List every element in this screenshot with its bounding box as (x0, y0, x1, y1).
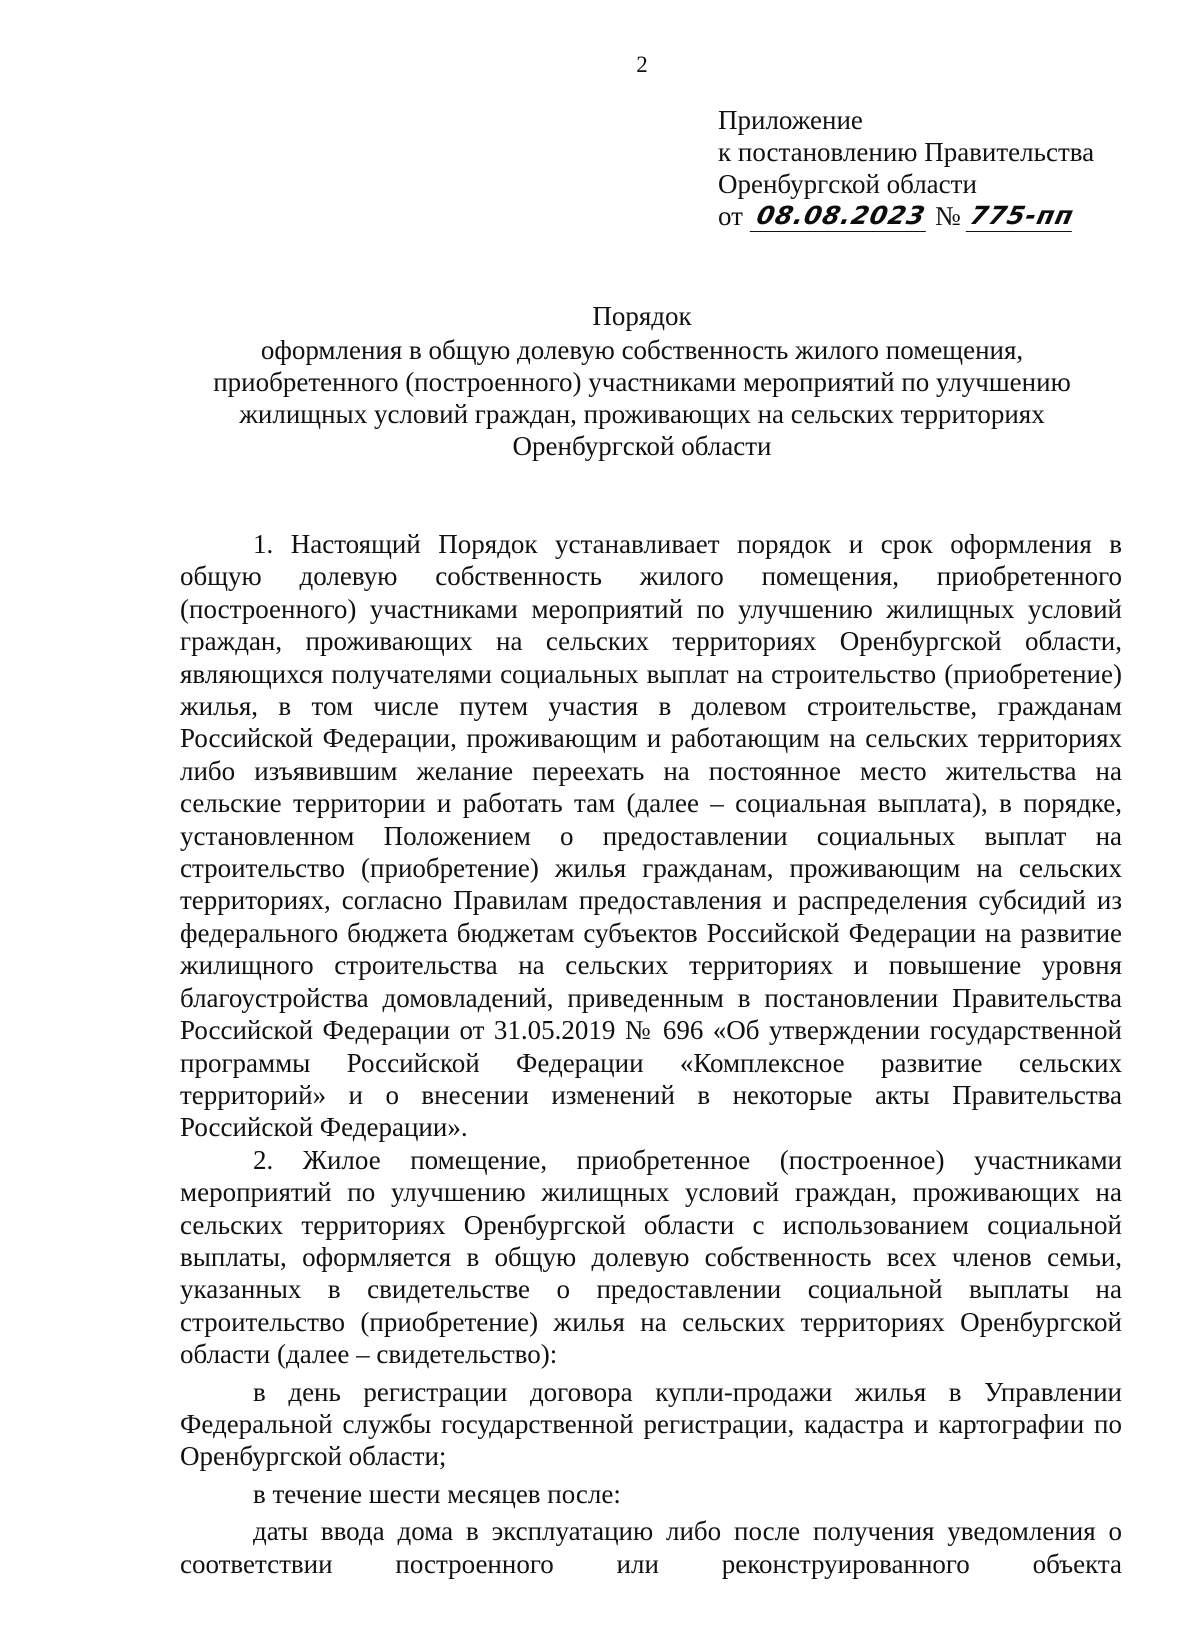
number-label: № (934, 201, 961, 231)
title-line-4: Оренбургской области (512, 431, 772, 461)
handwritten-number: 775-пп (967, 201, 1077, 230)
document-title (0, 300, 1200, 462)
from-label: от (718, 201, 743, 231)
page-number: 2 (636, 52, 648, 77)
paragraph-2: 2. Жилое помещение, приобретенное (построенное) участниками мероприятий по улучшению жилищных условий граждан, проживающих на сельских территориях Оренбургской области с использованием социальной выплаты, оформляется в общую долевую собственность всех членов семьи, указанных в свидетельстве о предоставлении социальной выплаты на строительство (приобретение) жилья на сельских территориях Оренбургской области (далее – свидетельство): (180, 1144, 1122, 1370)
document-body (180, 528, 1122, 1580)
title-heading: Порядок (592, 301, 692, 331)
title-line-2: приобретенного (построенного) участниками мероприятий по улучшению (213, 367, 1071, 397)
paragraph-4: в течение шести месяцев после: (253, 1478, 621, 1509)
appendix-date-number-line (718, 200, 1094, 232)
handwritten-date: 08.08.2023 (750, 201, 933, 232)
appendix-line-1: Приложение (718, 105, 863, 135)
appendix-line-3: Оренбургской области (718, 169, 977, 199)
appendix-header (718, 104, 1094, 232)
title-line-1: оформления в общую долевую собственность жилого помещения, (260, 335, 1024, 365)
appendix-line-2: к постановлению Правительства (718, 137, 1095, 167)
paragraph-5: даты ввода дома в эксплуатацию либо после получения уведомления о соответствии построенного или реконструированного объекта (180, 1516, 1122, 1579)
title-line-3: жилищных условий граждан, проживающих на сельских территориях (239, 399, 1045, 429)
paragraph-3: в день регистрации договора купли-продажи жилья в Управлении Федеральной службы государственной регистрации, кадастра и картографии по Оренбургской области; (180, 1376, 1122, 1472)
paragraph-1: 1. Настоящий Порядок устанавливает порядок и срок оформления в общую долевую собственность жилого помещения, приобретенного (построенного) участниками мероприятий по улучшению жилищных условий граждан, проживающих на сельских территориях Оренбургской области, являющихся получателями социальных выплат на строительство (приобретение) жилья, в том числе путем участия в долевом строительстве, гражданам Российской Федерации, проживающим и работающим на сельских территориях либо изъявившим желание переехать на постоянное место жительства на сельские территории и работать там (далее – социальная выплата), в порядке, установленном Положением о предоставлении социальных выплат на строительство (приобретение) жилья гражданам, проживающим на сельских территориях, согласно Правилам предоставления и распределения субсидий из федерального бюджета бюджетам субъектов Российской Федерации на развитие жилищного строительства на сельских территориях и повышение уровня благоустройства домовладений, приведенным в постановлении Правительства Российской Федерации от 31.05.2019 № 696 «Об утверждении государственной программы Российской Федерации «Комплексное развитие сельских территорий» и о внесении изменений в некоторые акты Правительства Российской Федерации». (180, 529, 1122, 1143)
